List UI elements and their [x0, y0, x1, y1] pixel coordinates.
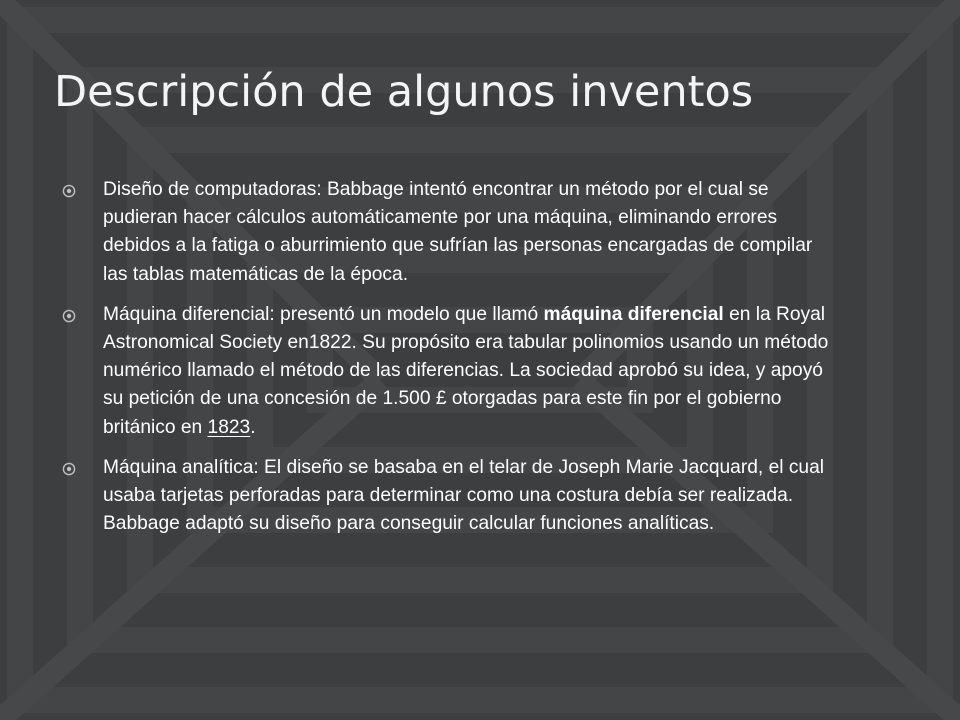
year-link[interactable]: 1823	[207, 416, 251, 438]
bullet-text: Máquina diferencial: presentó un modelo que llamó	[103, 303, 544, 325]
circled-dot-icon	[62, 462, 76, 476]
bullet-item-analytical-engine	[62, 454, 832, 539]
bullet-item-difference-engine	[62, 301, 832, 442]
circled-dot-icon	[62, 184, 76, 198]
slide-title: Descripción de algunos inventos	[54, 67, 754, 117]
bullet-list	[62, 176, 832, 550]
bullet-text: en la Royal Astronomical Society en1822. Su propósito era tabular polinomios usando un método numérico llamado el método de las diferencias. La sociedad aprobó su idea, y apoyó su petición de una concesión de 1.500 £ otorgadas para este fin por el gobierno británico en	[103, 303, 829, 438]
circled-dot-icon	[62, 309, 76, 323]
bullet-text: Diseño de computadoras: Babbage intentó encontrar un método por el cual se pudieran hacer cálculos automáticamente por una máquina, eliminando errores debidos a la fatiga o aburrimiento que sufrían las personas encargadas de compilar las tablas matemáticas de la época.	[103, 179, 813, 285]
bullet-item-computer-design	[62, 176, 832, 289]
bullet-text: Máquina analítica: El diseño se basaba en el telar de Joseph Marie Jacquard, el cual usaba tarjetas perforadas para determinar como una costura debía ser realizada. Babbage adaptó su diseño para conseguir calcular funciones analíticas.	[103, 456, 825, 535]
bullet-text: .	[250, 416, 256, 438]
bullet-bold-term: máquina diferencial	[543, 303, 724, 325]
